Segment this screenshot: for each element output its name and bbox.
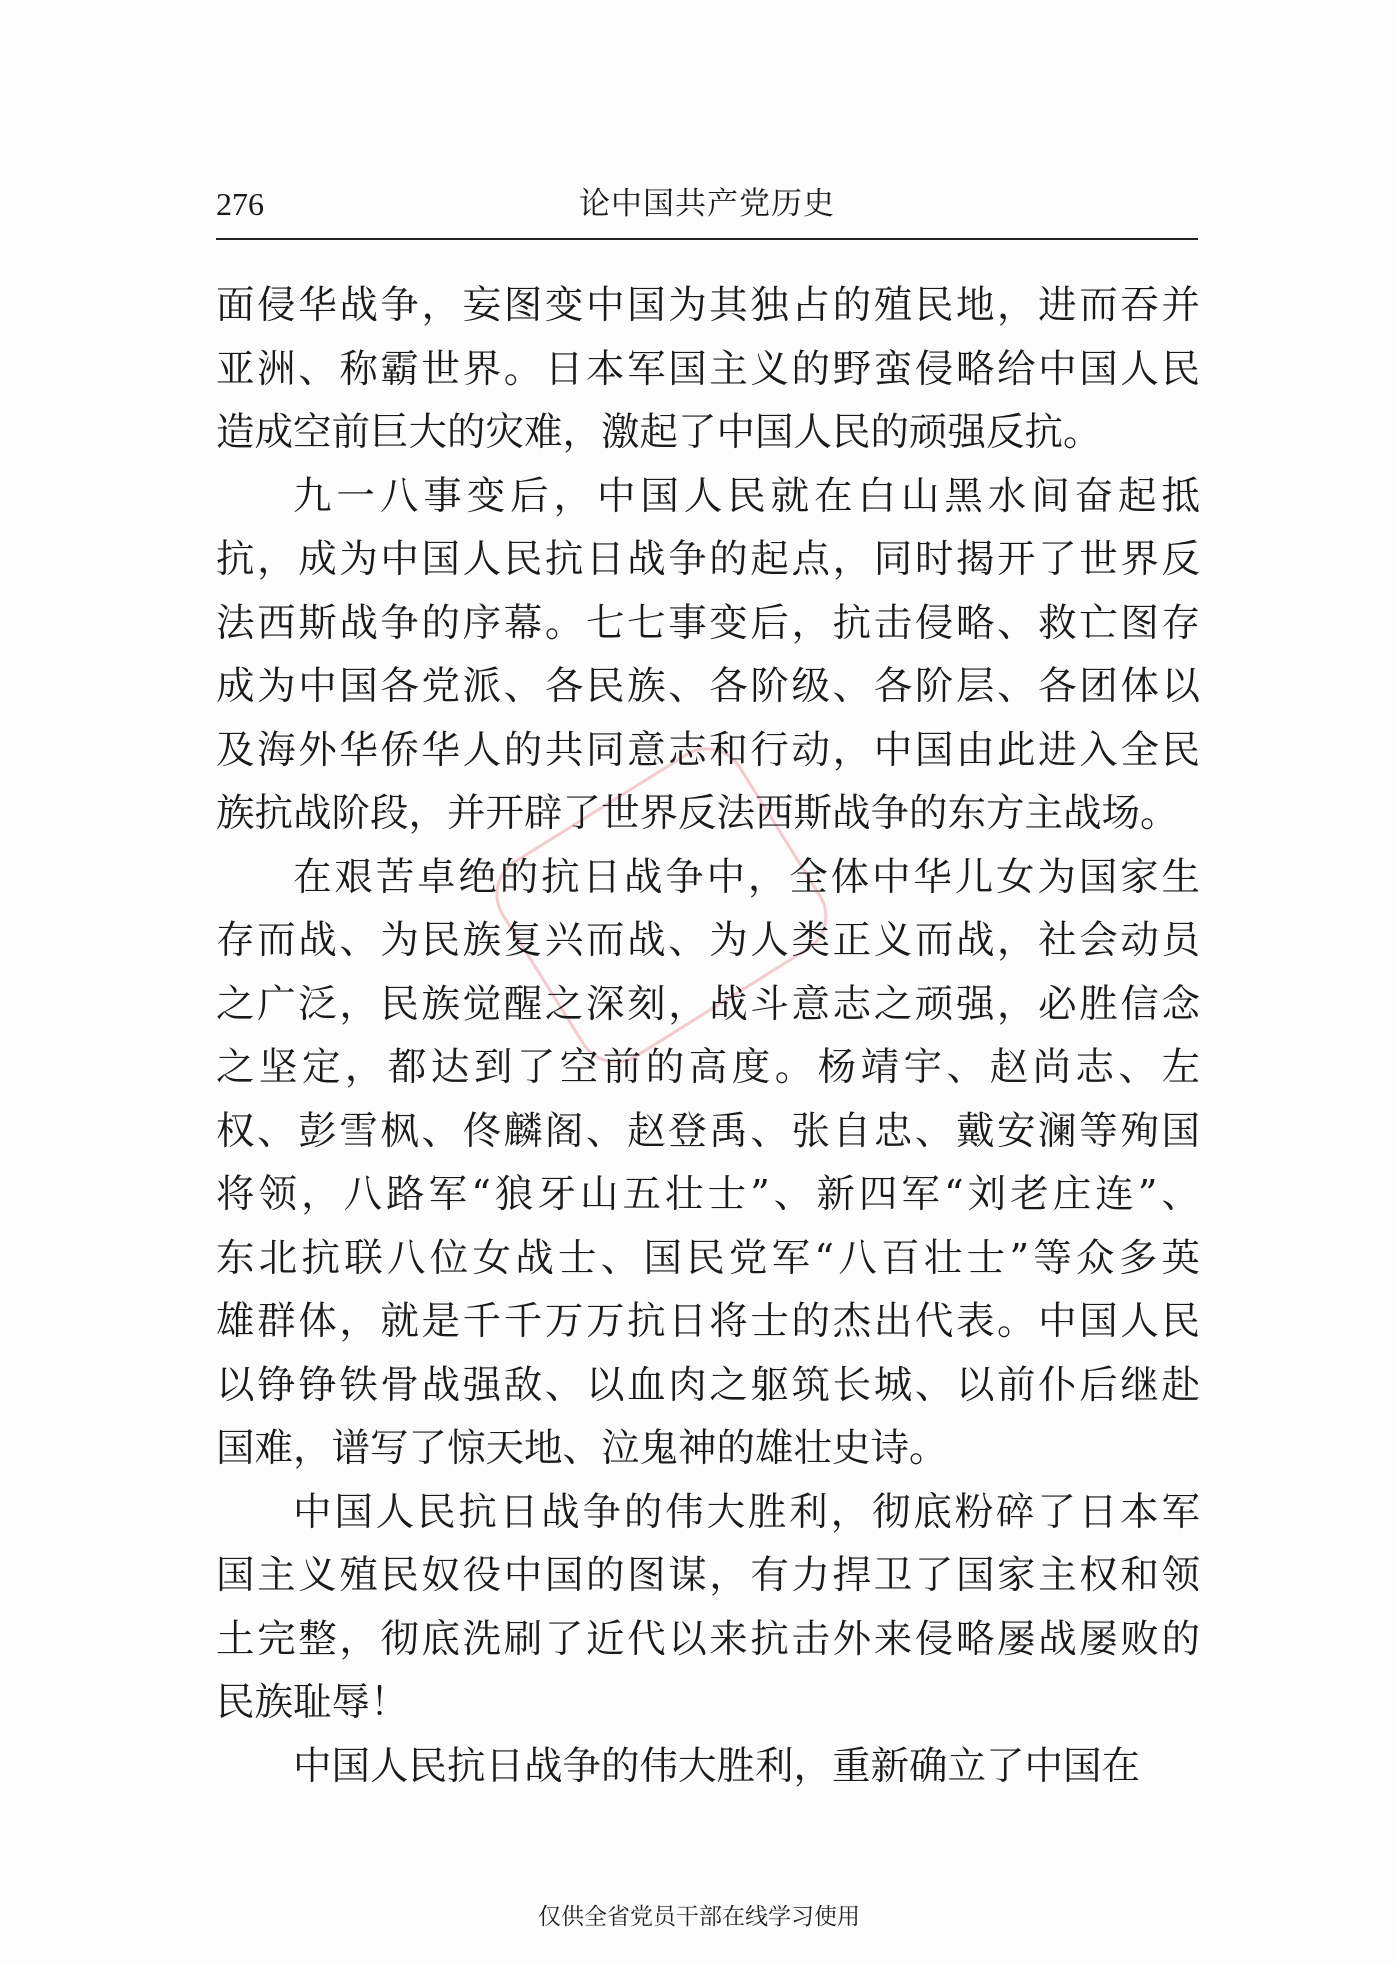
text-line: 之坚定，都达到了空前的高度。杨靖宇、赵尚志、左 <box>216 1045 1200 1090</box>
text-line: 在艰苦卓绝的抗日战争中，全体中华儿女为国家生 <box>293 854 1200 900</box>
text-line: 国主义殖民奴役中国的图谋，有力捍卫了国家主权和领 <box>216 1553 1200 1598</box>
text-line: 雄群体，就是千千万万抗日将士的杰出代表。中国人民 <box>216 1299 1200 1344</box>
text-line: 及海外华侨华人的共同意志和行动，中国由此进入全民 <box>216 727 1200 773</box>
paragraph <box>216 1481 1200 1735</box>
text-line: 之广泛，民族觉醒之深刻，战斗意志之顽强，必胜信念 <box>216 981 1200 1027</box>
text-line: 东北抗联八位女战士、国民党军“八百壮士”等众多英 <box>216 1235 1200 1281</box>
text-line: 抗，成为中国人民抗日战争的起点，同时揭开了世界反 <box>216 537 1200 582</box>
body-text <box>216 274 1200 1798</box>
book-title: 论中国共产党历史 <box>579 186 835 222</box>
text-line: 亚洲、称霸世界。日本军国主义的野蛮侵略给中国人民 <box>216 346 1200 392</box>
text-line: 民族耻辱！ <box>216 1680 409 1725</box>
text-line: 土完整，彻底洗刷了近代以来抗击外来侵略屡战屡败的 <box>216 1616 1200 1662</box>
text-line: 九一八事变后，中国人民就在白山黑水间奋起抵 <box>293 473 1200 519</box>
paragraph <box>216 846 1200 1481</box>
page-number: 276 <box>216 186 264 222</box>
text-line: 将领，八路军“狼牙山五壮士”、新四军“刘老庄连”、 <box>216 1172 1200 1217</box>
running-header <box>216 182 1198 234</box>
text-line: 中国人民抗日战争的伟大胜利，重新确立了中国在 <box>293 1743 1141 1789</box>
text-line: 存而战、为民族复兴而战、为人类正义而战，社会动员 <box>216 918 1200 963</box>
text-line: 以铮铮铁骨战强敌、以血肉之躯筑长城、以前仆后继赴 <box>216 1362 1200 1408</box>
paragraph <box>216 274 1200 465</box>
footer-note: 仅供全省党员干部在线学习使用 <box>538 1904 860 1930</box>
text-line: 权、彭雪枫、佟麟阁、赵登禹、张自忠、戴安澜等殉国 <box>216 1108 1200 1154</box>
header-rule <box>216 238 1198 240</box>
text-line: 中国人民抗日战争的伟大胜利，彻底粉碎了日本军 <box>293 1489 1200 1535</box>
text-line: 成为中国各党派、各民族、各阶级、各阶层、各团体以 <box>216 664 1200 709</box>
text-line: 法西斯战争的序幕。七七事变后，抗击侵略、救亡图存 <box>216 600 1200 646</box>
text-line: 国难，谱写了惊天地、泣鬼神的雄壮史诗。 <box>216 1426 948 1471</box>
text-line: 面侵华战争，妄图变中国为其独占的殖民地，进而吞并 <box>216 283 1200 328</box>
paragraph <box>216 465 1200 846</box>
text-line: 造成空前巨大的灾难，激起了中国人民的顽强反抗。 <box>216 410 1102 455</box>
text-line: 族抗战阶段，并开辟了世界反法西斯战争的东方主战场。 <box>216 791 1179 836</box>
paragraph <box>216 1735 1200 1799</box>
